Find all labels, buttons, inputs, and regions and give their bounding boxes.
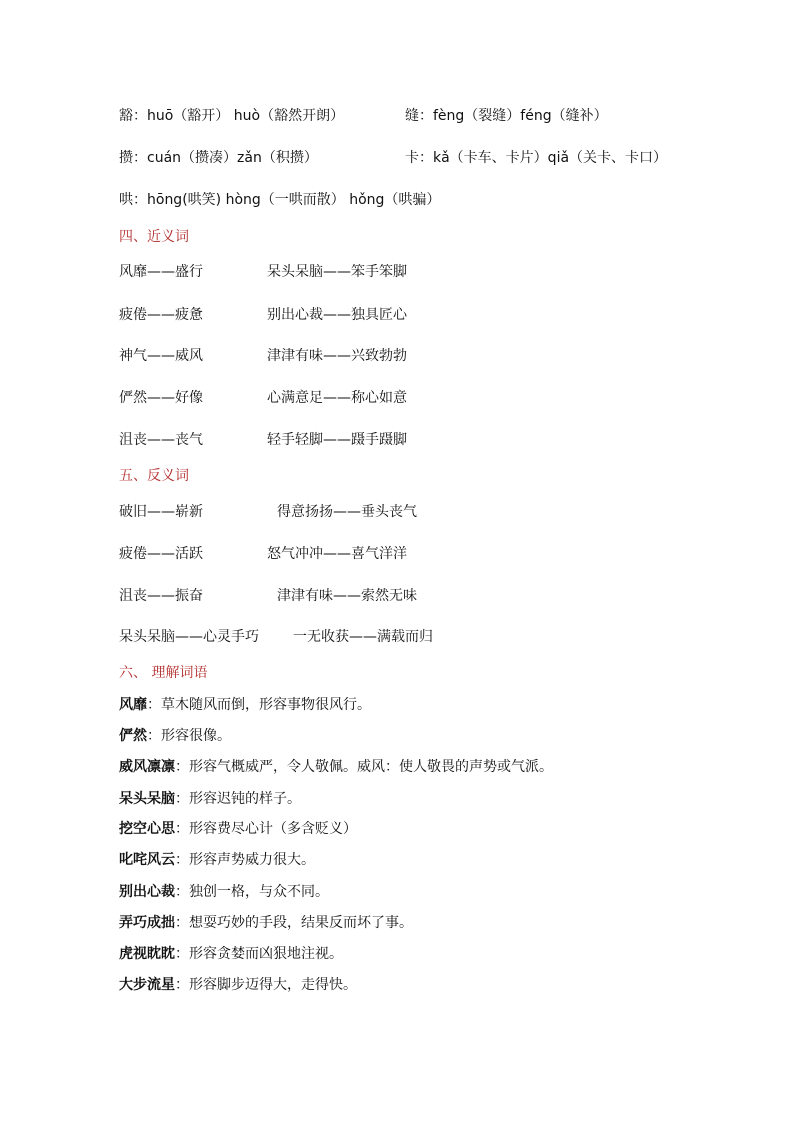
antonym-pair: 呆头呆脑——心灵手巧 bbox=[119, 629, 259, 645]
definition-item bbox=[119, 913, 413, 933]
definition-item bbox=[119, 882, 329, 902]
definition-item bbox=[119, 726, 231, 746]
definition-item bbox=[119, 819, 357, 839]
definition-term: 虎视眈眈 bbox=[119, 946, 175, 962]
antonym-pair: 得意扬扬——垂头丧气 bbox=[277, 504, 417, 520]
antonym-pair: 怒气冲冲——喜气洋洋 bbox=[267, 546, 407, 562]
pinyin-entry: 豁：huō（豁开） huò（豁然开朗） bbox=[119, 108, 345, 124]
definition-term: 别出心裁 bbox=[119, 884, 175, 900]
antonym-pair: 破旧——崭新 bbox=[119, 504, 203, 520]
definition-text: ：形容贪婪而凶狠地注视。 bbox=[175, 946, 343, 962]
definition-term: 威风凛凛 bbox=[119, 759, 175, 775]
definition-text: ：草木随风而倒，形容事物很风行。 bbox=[147, 697, 371, 713]
synonym-pair: 疲倦——疲惫 bbox=[119, 307, 203, 323]
definition-term: 呆头呆脑 bbox=[119, 791, 175, 807]
definition-text: ：独创一格，与众不同。 bbox=[175, 884, 329, 900]
synonym-pair: 神气——威风 bbox=[119, 348, 203, 364]
antonym-pair: 疲倦——活跃 bbox=[119, 546, 203, 562]
pinyin-entry: 攒：cuán（攒凑）zǎn（积攒） bbox=[119, 150, 318, 166]
pinyin-entry: 卡：kǎ（卡车、卡片）qiǎ（关卡、卡口） bbox=[405, 150, 668, 166]
definition-item bbox=[119, 695, 371, 715]
definition-text: ：想耍巧妙的手段，结果反而坏了事。 bbox=[175, 915, 413, 931]
synonym-pair: 风靡——盛行 bbox=[119, 264, 203, 280]
synonym-pair: 俨然——好像 bbox=[119, 390, 203, 406]
antonym-pair: 一无收获——满载而归 bbox=[293, 629, 433, 645]
section-heading-synonyms: 四、近义词 bbox=[119, 229, 189, 245]
pinyin-entry: 哄：hōng(哄笑) hòng（一哄而散） hǒng（哄骗） bbox=[119, 192, 441, 208]
synonym-pair: 轻手轻脚——蹑手蹑脚 bbox=[267, 432, 407, 448]
synonym-pair: 沮丧——丧气 bbox=[119, 432, 203, 448]
definition-item bbox=[119, 789, 301, 809]
definition-term: 俨然 bbox=[119, 728, 147, 744]
synonym-pair: 心满意足——称心如意 bbox=[267, 390, 407, 406]
definition-item bbox=[119, 850, 315, 870]
section-heading-definitions: 六、 理解词语 bbox=[119, 665, 208, 681]
antonym-pair: 津津有味——索然无味 bbox=[277, 588, 417, 604]
antonym-pair: 沮丧——振奋 bbox=[119, 588, 203, 604]
synonym-pair: 津津有味——兴致勃勃 bbox=[267, 348, 407, 364]
definition-text: ：形容迟钝的样子。 bbox=[175, 791, 301, 807]
synonym-pair: 别出心裁——独具匠心 bbox=[267, 307, 407, 323]
definition-text: ：形容费尽心计（多含贬义） bbox=[175, 821, 357, 837]
definition-term: 大步流星 bbox=[119, 977, 175, 993]
pinyin-entry: 缝：fèng（裂缝）féng（缝补） bbox=[405, 108, 608, 124]
definition-text: ：形容脚步迈得大，走得快。 bbox=[175, 977, 357, 993]
section-heading-antonyms: 五、反义词 bbox=[119, 468, 189, 484]
definition-text: ：形容声势威力很大。 bbox=[175, 852, 315, 868]
synonym-pair: 呆头呆脑——笨手笨脚 bbox=[267, 264, 407, 280]
definition-text: ：形容气概威严，令人敬佩。威风：使人敬畏的声势或气派。 bbox=[175, 759, 553, 775]
definition-item bbox=[119, 757, 553, 777]
definition-item bbox=[119, 944, 343, 964]
definition-item bbox=[119, 975, 357, 995]
definition-term: 挖空心思 bbox=[119, 821, 175, 837]
definition-term: 弄巧成拙 bbox=[119, 915, 175, 931]
definition-term: 风靡 bbox=[119, 697, 147, 713]
definition-term: 叱咤风云 bbox=[119, 852, 175, 868]
definition-text: ：形容很像。 bbox=[147, 728, 231, 744]
